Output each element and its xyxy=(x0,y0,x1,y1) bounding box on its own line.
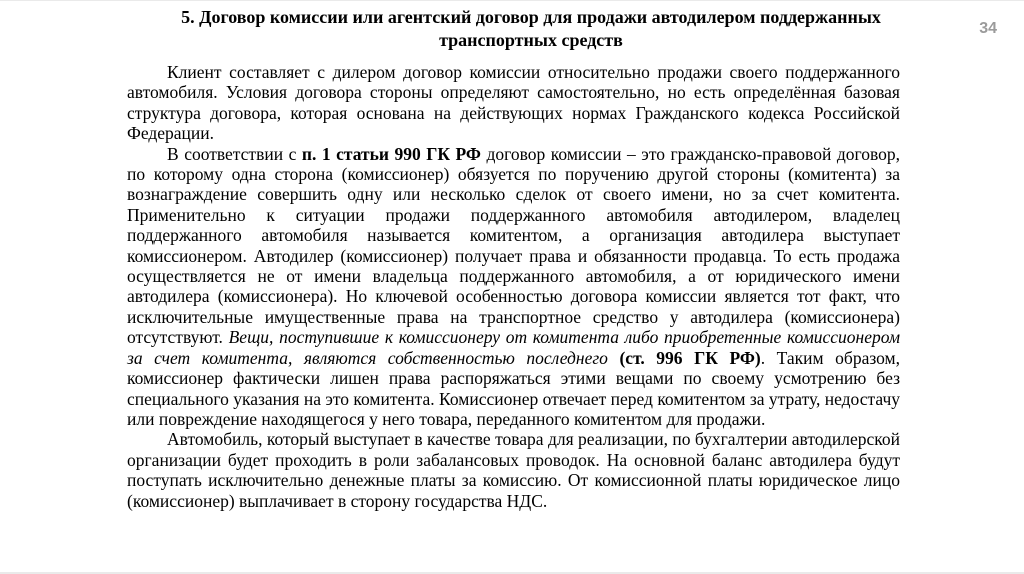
paragraph xyxy=(127,144,900,430)
text-run: договор комиссии – это гражданско-правовой договор, по которому одна сторона (комиссионер) обязуется по поручению другой стороны (комитента) за вознаграждение совершить одну или несколько сделок от своего имени, но за счет комитента. Применительно к ситуации продажи поддержанного автомобиля автодилером, владелец поддержанного автомобиля называется комитентом, а организация автодилера выступает комиссионером. Автодилер (комиссионер) получает права и обязанности продавца. То есть продажа осуществляется не от имени владельца поддержанного автомобиля, а от юридического имени автодилера (комиссионера). Но ключевой особенностью договора комиссии является тот факт, что исключительные имущественные права на транспортное средство у автодилера (комиссионера) отсутствуют. xyxy=(127,143,900,348)
paragraph xyxy=(127,62,900,144)
paragraph xyxy=(127,429,900,511)
text-run: п. 1 статьи 990 ГК РФ xyxy=(301,143,481,164)
text-run: Вещи, поступившие к комиссионеру от комитента либо приобретенные комиссионером за счет комитента, являются собственностью последнего xyxy=(127,327,900,368)
page-number: 34 xyxy=(979,20,997,37)
text-run: (ст. 996 ГК РФ) xyxy=(619,347,761,368)
text-run: . Таким образом, комиссионер фактически лишен права распоряжаться этими вещами по своему усмотрению без специального указания на это комитента. Комиссионер отвечает перед комитентом за утрату, недостачу или повреждение находящегося у него товара, переданного комитентом для продажи. xyxy=(127,347,901,429)
slide-body xyxy=(127,62,900,511)
top-edge-line xyxy=(0,0,1024,1)
slide-title: 5. Договор комиссии или агентский договор для продажи автодилером поддержанных транспортных средств xyxy=(181,7,881,50)
text-run: В соответствии с xyxy=(167,143,302,164)
text-run xyxy=(608,348,620,368)
text-run: Автомобиль, который выступает в качестве товара для реализации, по бухгалтерии автодилерской организации будет проходить в роли забалансовых проводок. На основной баланс автодилера будут поступать исключительно денежные платы за комиссию. От комиссионной платы юридическое лицо (комиссионер) выплачивает в сторону государства НДС. xyxy=(127,429,900,511)
text-run: Клиент составляет с дилером договор комиссии относительно продажи своего поддержанного автомобиля. Условия договора стороны определяют самостоятельно, но есть определённая базовая структура договора, которая основана на действующих нормах Гражданского кодекса Российской Федерации. xyxy=(127,62,900,144)
